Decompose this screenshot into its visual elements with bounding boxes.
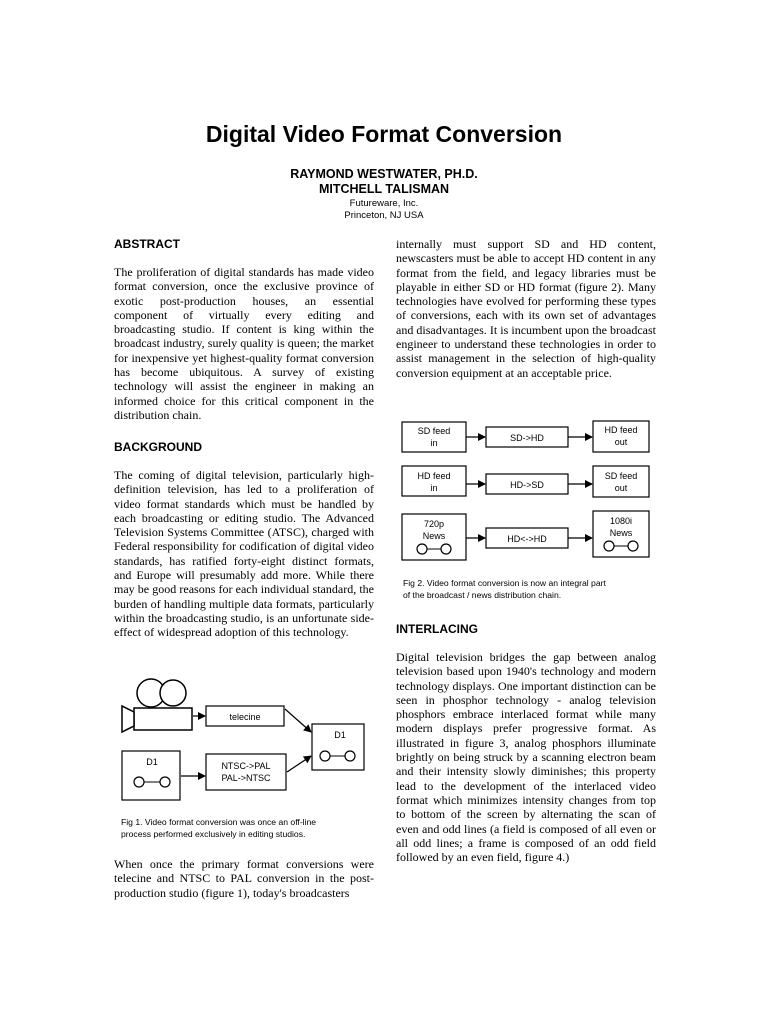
converter-label: SD->HD (510, 433, 544, 443)
conversion-row-sd-to-hd (402, 421, 649, 452)
affiliation-location: Princeton, NJ USA (344, 210, 424, 221)
output-label: 1080i (609, 516, 633, 526)
standards-converter-box (206, 754, 286, 790)
converter-label-2: PAL->NTSC (221, 773, 271, 783)
background-text: The coming of digital television, particularly high-definition television, has led to a proliferation of video format standards which must be handled by each broadcasting or editing studio. The Advanced Television Systems Committee (ATSC), charged with Federal responsibility for codification of digital video standards, has ratified forty-eight distinct formats, and Europe will presumably add more. While there may be good reasons for each individual standard, the burden of handling multiple data formats, particularly within the broadcasting studio, is an unfortunate side-effect of widespread adoption of this technology. (114, 468, 374, 640)
input-sublabel: in (430, 483, 438, 493)
conversion-row-hd-to-hd (402, 511, 649, 560)
converter-label-1: NTSC->PAL (221, 761, 271, 771)
figure-2-caption-line-2: of the broadcast / news distribution chain. (403, 590, 562, 600)
affiliation-company: Futureware, Inc. (349, 198, 419, 209)
figure-1-diagram (114, 672, 376, 810)
input-label: SD feed (417, 426, 451, 436)
converter-label: HD->SD (510, 480, 544, 490)
telecine-label: telecine (229, 712, 261, 722)
output-sublabel: News (609, 528, 633, 538)
output-label: HD feed (604, 425, 638, 435)
output-sublabel: out (614, 437, 628, 447)
d1-output-label: D1 (334, 730, 346, 740)
figure-2-caption (403, 577, 663, 601)
figure-1-caption (121, 816, 381, 840)
output-sublabel: out (614, 483, 628, 493)
conversion-history-text: When once the primary format conversions were telecine and NTSC to PAL conversion in the post-production studio (figure 1), today's broadcasters (114, 857, 374, 900)
background-heading: BACKGROUND (114, 440, 202, 454)
input-sublabel: News (422, 531, 446, 541)
abstract-text: The proliferation of digital standards has made video format conversion, once the exclusive province of exotic post-production houses, an essential component of virtually every editing and broadcasting studio. If content is king within the broadcast industry, surely quality is queen; the market for inexpensive yet highest-quality format conversion has become ubiquitous. A survey of existing technology will assist the engineer in making an informed choice for this critical component in the distribution chain. (114, 265, 374, 422)
abstract-heading: ABSTRACT (114, 237, 180, 251)
figure-2-caption-line-1: Fig 2. Video format conversion is now an integral part (403, 578, 606, 588)
output-label: SD feed (604, 471, 638, 481)
author-2: MITCHELL TALISMAN (318, 182, 450, 196)
converter-label: HD<->HD (507, 534, 547, 544)
figure-2-diagram (398, 418, 658, 568)
paper-title: Digital Video Format Conversion (205, 121, 563, 147)
interlacing-text: Digital television bridges the gap between analog television based upon 1940's technology and modern technology displays. One important distinction can be seen in phosphor technology - analog television phosphors embrace interlaced format while many modern displays prefer progressive format. As illustrated in figure 3, analog phosphors illuminate brightly on being struck by a scanning electron beam and their intensity slowly diminishes; this property lead to the development of the interlaced video format which minimizes intensity changes from top to bottom of the screen by alternating the scan of even and odd lines (a field is composed of all even or all odd lines; a frame is composed of an odd field followed by an even field, figure 4.) (396, 650, 656, 865)
interlacing-heading: INTERLACING (396, 622, 478, 636)
figure-1-caption-line-2: process performed exclusively in editing studios. (121, 829, 306, 839)
intro-continued-text: internally must support SD and HD content, newscasters must be able to accept HD content in any format from the field, and legacy libraries must be playable in either SD or HD format (figure 2). Many technologies have evolved for performing these types of conversions, each with its own set of advantages and disadvantages. It is incumbent upon the broadcast engineer to understand these technologies in order to assist management in the selection of high-quality conversion equipment at an acceptable price. (396, 237, 656, 380)
input-label: 720p (423, 519, 445, 529)
figure-1-caption-line-1: Fig 1. Video format conversion was once an off-line (121, 817, 317, 827)
conversion-row-hd-to-sd (402, 466, 649, 497)
input-sublabel: in (430, 438, 438, 448)
d1-source-label: D1 (146, 757, 158, 767)
author-1: RAYMOND WESTWATER, PH.D. (290, 167, 478, 181)
film-camera-icon (122, 679, 192, 732)
input-label: HD feed (417, 471, 451, 481)
